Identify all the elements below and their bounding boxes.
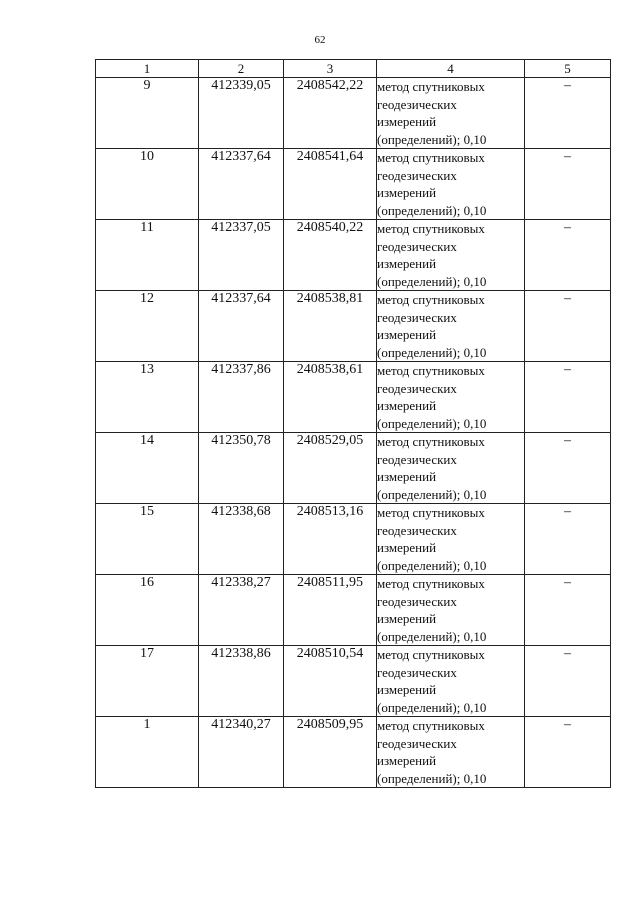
- header-col-method: 4: [377, 60, 525, 78]
- note-dash: –: [525, 291, 611, 362]
- coordinate-x: 412337,05: [199, 220, 284, 291]
- method-line: геодезических: [377, 593, 457, 609]
- method-description: [377, 362, 525, 433]
- method-line: (определений); 0,10: [377, 699, 487, 715]
- method-line: измерений: [377, 753, 437, 768]
- coordinate-x: 412338,86: [199, 646, 284, 717]
- coordinate-y: 2408529,05: [284, 433, 377, 504]
- page-number: 62: [314, 34, 326, 46]
- point-number: 14: [96, 433, 199, 504]
- table-row: [96, 575, 611, 646]
- method-description: [377, 575, 525, 646]
- method-line: (определений); 0,10: [377, 273, 487, 289]
- method-line: (определений); 0,10: [377, 415, 487, 431]
- point-number: 10: [96, 149, 199, 220]
- method-line: измерений: [377, 682, 437, 697]
- method-description: [377, 78, 525, 149]
- table-header: [96, 60, 611, 78]
- method-description: [377, 149, 525, 220]
- table-row: [96, 362, 611, 433]
- method-description: [377, 717, 525, 788]
- method-line: метод спутниковых: [377, 647, 485, 662]
- table-row: [96, 433, 611, 504]
- coordinate-x: 412337,86: [199, 362, 284, 433]
- method-line: геодезических: [377, 735, 457, 751]
- coordinate-y: 2408511,95: [284, 575, 377, 646]
- note-dash: –: [525, 646, 611, 717]
- method-line: метод спутниковых: [377, 363, 485, 378]
- method-description: [377, 220, 525, 291]
- table-row: [96, 504, 611, 575]
- header-col-x: 2: [199, 60, 284, 78]
- method-line: измерений: [377, 398, 437, 413]
- coordinate-x: 412340,27: [199, 717, 284, 788]
- table-row: [96, 149, 611, 220]
- method-line: измерений: [377, 611, 437, 626]
- note-dash: –: [525, 504, 611, 575]
- method-line: измерений: [377, 256, 437, 271]
- coordinate-x: 412339,05: [199, 78, 284, 149]
- coordinate-y: 2408542,22: [284, 78, 377, 149]
- method-line: метод спутниковых: [377, 434, 485, 449]
- method-line: измерений: [377, 185, 437, 200]
- method-line: геодезических: [377, 238, 457, 254]
- method-line: геодезических: [377, 451, 457, 467]
- point-number: 16: [96, 575, 199, 646]
- method-description: [377, 433, 525, 504]
- method-line: (определений); 0,10: [377, 557, 487, 573]
- header-row: [96, 60, 611, 78]
- method-line: геодезических: [377, 309, 457, 325]
- method-line: метод спутниковых: [377, 150, 485, 165]
- point-number: 9: [96, 78, 199, 149]
- method-line: метод спутниковых: [377, 221, 485, 236]
- note-dash: –: [525, 717, 611, 788]
- method-line: геодезических: [377, 167, 457, 183]
- method-line: метод спутниковых: [377, 505, 485, 520]
- coordinate-x: 412338,68: [199, 504, 284, 575]
- coordinate-y: 2408509,95: [284, 717, 377, 788]
- method-line: измерений: [377, 327, 437, 342]
- coordinate-x: 412338,27: [199, 575, 284, 646]
- method-line: (определений); 0,10: [377, 131, 487, 147]
- note-dash: –: [525, 575, 611, 646]
- method-line: (определений); 0,10: [377, 344, 487, 360]
- table-row: [96, 220, 611, 291]
- method-description: [377, 646, 525, 717]
- header-col-number: 1: [96, 60, 199, 78]
- note-dash: –: [525, 433, 611, 504]
- coordinate-y: 2408513,16: [284, 504, 377, 575]
- method-line: метод спутниковых: [377, 79, 485, 94]
- method-line: метод спутниковых: [377, 718, 485, 733]
- header-col-note: 5: [525, 60, 611, 78]
- coordinate-x: 412337,64: [199, 149, 284, 220]
- table-row: [96, 717, 611, 788]
- method-description: [377, 504, 525, 575]
- method-line: геодезических: [377, 380, 457, 396]
- note-dash: –: [525, 220, 611, 291]
- coordinate-y: 2408540,22: [284, 220, 377, 291]
- table-row: [96, 291, 611, 362]
- method-line: (определений); 0,10: [377, 202, 487, 218]
- point-number: 11: [96, 220, 199, 291]
- note-dash: –: [525, 362, 611, 433]
- table-body: [96, 78, 611, 788]
- method-line: геодезических: [377, 96, 457, 112]
- method-description: [377, 291, 525, 362]
- method-line: метод спутниковых: [377, 576, 485, 591]
- point-number: 17: [96, 646, 199, 717]
- method-line: (определений); 0,10: [377, 770, 487, 786]
- method-line: геодезических: [377, 522, 457, 538]
- method-line: измерений: [377, 540, 437, 555]
- coordinate-y: 2408510,54: [284, 646, 377, 717]
- method-line: измерений: [377, 114, 437, 129]
- coordinate-x: 412350,78: [199, 433, 284, 504]
- note-dash: –: [525, 149, 611, 220]
- point-number: 1: [96, 717, 199, 788]
- point-number: 13: [96, 362, 199, 433]
- point-number: 15: [96, 504, 199, 575]
- method-line: (определений); 0,10: [377, 486, 487, 502]
- coordinate-y: 2408538,81: [284, 291, 377, 362]
- header-col-y: 3: [284, 60, 377, 78]
- table-row: [96, 78, 611, 149]
- coordinate-y: 2408538,61: [284, 362, 377, 433]
- coordinate-y: 2408541,64: [284, 149, 377, 220]
- method-line: метод спутниковых: [377, 292, 485, 307]
- method-line: геодезических: [377, 664, 457, 680]
- coordinate-x: 412337,64: [199, 291, 284, 362]
- coordinates-table: [95, 59, 611, 788]
- point-number: 12: [96, 291, 199, 362]
- method-line: (определений); 0,10: [377, 628, 487, 644]
- table-row: [96, 646, 611, 717]
- note-dash: –: [525, 78, 611, 149]
- method-line: измерений: [377, 469, 437, 484]
